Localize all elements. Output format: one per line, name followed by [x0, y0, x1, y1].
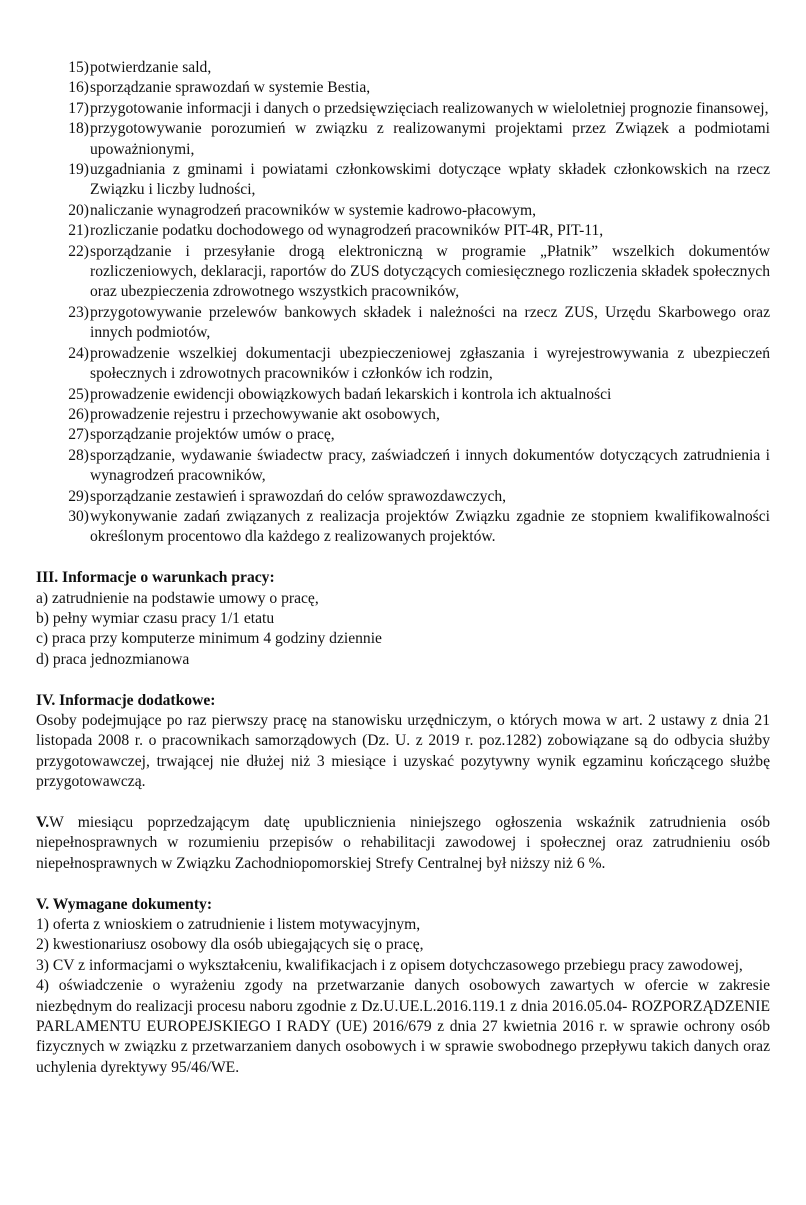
section-lead: V.	[36, 813, 50, 831]
list-item: 23) przygotowywanie przelewów bankowych składek i należności na rzecz ZUS, Urzędu Skarbowego oraz innych podmiotów,	[68, 303, 770, 342]
document-item: 4) oświadczenie o wyrażeniu zgody na przetwarzanie danych osobowych zawartych w ofercie w zakresie niezbędnym do realizacji procesu naboru zgodnie z Dz.U.UE.L.2016.119.1 z dnia 2016.05.04- ROZPORZĄDZENIE PARLAMENTU EUROPEJSKIEGO I RADY (UE) 2016/679 z dnia 27 kwietnia 2016 r. w sprawie ochrony osób fizycznych w związku z przetwarzaniem danych osobowych i w sprawie swobodnego przepływu takich danych oraz uchylenia dyrektywy 95/46/WE.	[36, 977, 770, 1076]
list-item: 15) potwierdzanie sald,	[68, 59, 212, 76]
list-item: 24) prowadzenie wszelkiej dokumentacji ubezpieczeniowej zgłaszania i wyrejestrowywania z ubezpieczeń społecznych i zdrowotnych pracowników i członków ich rodzin,	[68, 344, 770, 383]
list-item: 25) prowadzenie ewidencji obowiązkowych badań lekarskich i kontrola ich aktualności	[68, 385, 612, 403]
list-item: 16) sporządzanie sprawozdań w systemie Bestia,	[68, 79, 371, 97]
list-item: 26) prowadzenie rejestru i przechowywanie akt osobowych,	[68, 405, 440, 423]
list-item: 17) przygotowanie informacji i danych o przedsięwzięciach realizowanych w wieloletniej prognozie finansowej,	[68, 99, 769, 117]
list-item: 21) rozliczanie podatku dochodowego od wynagrodzeń pracowników PIT-4R, PIT-11,	[68, 222, 604, 240]
section-heading: III. Informacje o warunkach pracy:	[36, 569, 275, 587]
duties-list	[36, 58, 770, 548]
list-item: 19) uzgadniania z gminami i powiatami członkowskimi dotyczące wpłaty składek członkowskich na rzecz Związku i liczby ludności,	[68, 161, 770, 199]
list-item: 18) przygotowywanie porozumień w związku z realizowanymi projektami przez Związek a podmiotami upoważnionymi,	[68, 120, 770, 158]
section-work-conditions	[36, 568, 770, 670]
condition-item: d) praca jednozmianowa	[36, 650, 190, 668]
paragraph: Osoby podejmujące po raz pierwszy pracę na stanowisku urzędniczym, o których mowa w art. 2 ustawy z dnia 21 listopada 2008 r. o pracownikach samorządowych (Dz. U. z 2019 r. poz.1282) zobowiązane są do odbycia służby przygotowawczej, trwającej nie dłużej niż 3 miesiące i uzyskać pozytywny wynik egzaminu kończącego służbę przygotowawczą.	[36, 711, 770, 791]
section-additional-info	[36, 691, 770, 793]
list-item: 28) sporządzanie, wydawanie świadectw pracy, zaświadczeń i innych dokumentów dotyczących zatrudnienia i wynagrodzeń pracowników,	[68, 446, 770, 485]
condition-item: c) praca przy komputerze minimum 4 godziny dziennie	[36, 630, 382, 648]
condition-item: b) pełny wymiar czasu pracy 1/1 etatu	[36, 609, 275, 627]
list-item: 30) wykonywanie zadań związanych z realizacja projektów Związku zgadnie ze stopniem kwalifikowalności określonym procentowo dla każdego z realizowanych projektów.	[68, 507, 770, 546]
document-item: 3) CV z informacjami o wykształceniu, kwalifikacjach i z opisem dotychczasowego przebiegu pracy zawodowej,	[36, 956, 743, 974]
section-heading: V. Wymagane dokumenty:	[36, 895, 213, 913]
list-item: 22) sporządzanie i przesyłanie drogą elektroniczną w programie „Płatnik” wszelkich dokumentów rozliczeniowych, deklaracji, raportów do ZUS dotyczących comiesięcznego rozliczenia składek społecznych oraz ubezpieczenia zdrowotnego wszystkich pracowników,	[68, 242, 770, 301]
section-required-documents	[36, 895, 770, 1079]
paragraph-text: W miesiącu poprzedzającym datę upublicznienia niniejszego ogłoszenia wskaźnik zatrudnienia osób niepełnosprawnych w rozumieniu przepisów o rehabilitacji zawodowej i społecznej oraz zatrudnieniu osób niepełnosprawnych w Związku Zachodniopomorskiej Strefy Centralnej był niższy niż 6 %.	[36, 813, 770, 872]
section-employment-indicator	[36, 813, 770, 874]
condition-item: a) zatrudnienie na podstawie umowy o pracę,	[36, 589, 319, 607]
document-item: 2) kwestionariusz osobowy dla osób ubiegających się o pracę,	[36, 936, 424, 954]
document-item: 1) oferta z wnioskiem o zatrudnienie i listem motywacyjnym,	[36, 916, 421, 933]
paragraph	[36, 813, 770, 874]
list-item: 27) sporządzanie projektów umów o pracę,	[68, 426, 335, 444]
list-item: 20) naliczanie wynagrodzeń pracowników w systemie kadrowo-płacowym,	[68, 201, 537, 219]
list-item: 29) sporządzanie zestawień i sprawozdań do celów sprawozdawczych,	[68, 487, 507, 505]
section-heading: IV. Informacje dodatkowe:	[36, 691, 216, 709]
